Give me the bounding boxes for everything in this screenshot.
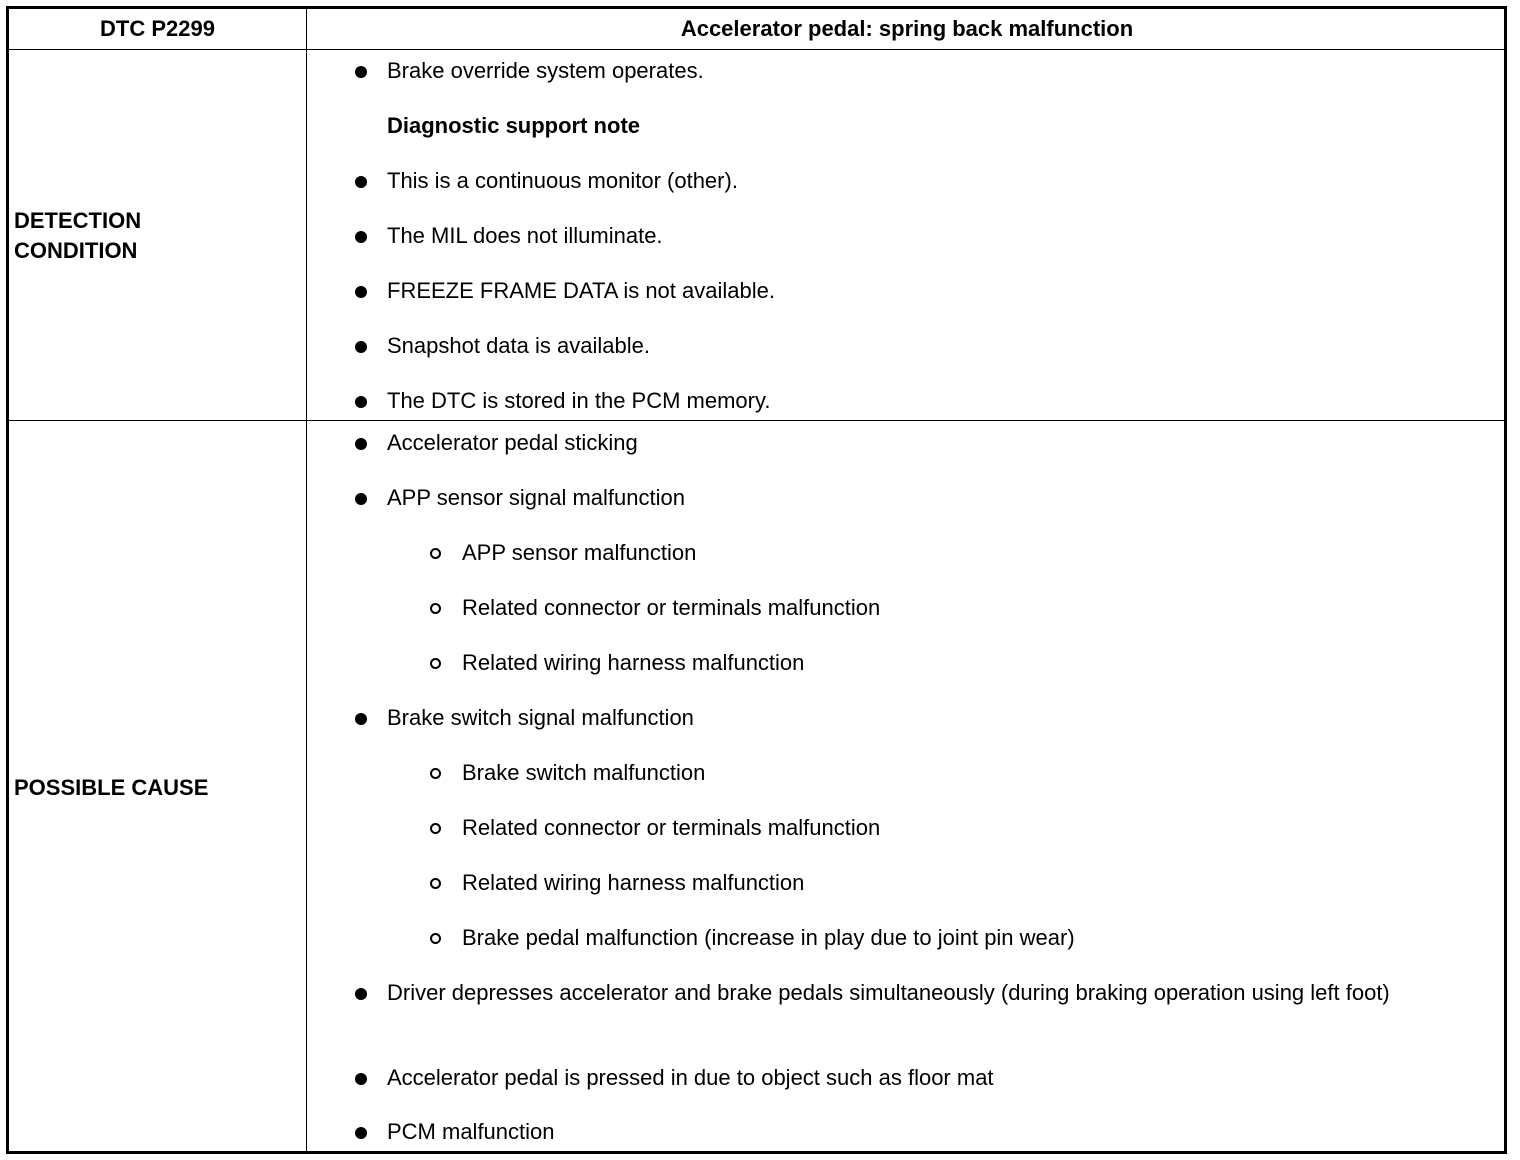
circle-bullet-icon (430, 548, 441, 559)
list-item-text: FREEZE FRAME DATA is not available. (387, 278, 775, 303)
list-item (387, 483, 685, 513)
bullet-icon (355, 1127, 367, 1139)
list-item-text: This is a continuous monitor (other). (387, 168, 738, 193)
bullet-icon (355, 341, 367, 353)
list-item (387, 703, 694, 733)
list-item-text: Related wiring harness malfunction (462, 870, 805, 895)
bullet-icon (355, 713, 367, 725)
list-item-text: Brake switch signal malfunction (387, 705, 694, 730)
list-item-text: The MIL does not illuminate. (387, 223, 663, 248)
header-row-divider (9, 49, 1504, 50)
list-item-text: APP sensor signal malfunction (387, 485, 685, 510)
detection-condition-label-line2: CONDITION (14, 238, 138, 263)
list-item (387, 386, 770, 416)
bullet-icon (355, 438, 367, 450)
list-item-text: The DTC is stored in the PCM memory. (387, 388, 771, 413)
list-item (387, 331, 650, 361)
bullet-icon (355, 1073, 367, 1085)
section-row-divider (9, 420, 1504, 421)
list-item-text: Brake pedal malfunction (increase in play due to joint pin wear) (462, 925, 1075, 950)
bullet-icon (355, 988, 367, 1000)
bullet-icon (355, 493, 367, 505)
dtc-table (6, 6, 1507, 1154)
circle-bullet-icon (430, 768, 441, 779)
list-item (387, 1117, 555, 1147)
list-item-text: Accelerator pedal sticking (387, 430, 638, 455)
possible-cause-label: POSSIBLE CAUSE (14, 775, 209, 800)
list-item (387, 276, 775, 306)
bullet-icon (355, 176, 367, 188)
sub-list-item (462, 923, 1075, 953)
circle-bullet-icon (430, 878, 441, 889)
dtc-code: DTC P2299 (100, 16, 215, 41)
list-item-text: Snapshot data is available. (387, 333, 650, 358)
list-item (387, 1063, 994, 1093)
sub-list-item (462, 813, 880, 843)
list-item (387, 166, 738, 196)
list-item (387, 221, 663, 251)
list-item-text: Related wiring harness malfunction (462, 650, 805, 675)
sub-list-item (462, 868, 804, 898)
list-item (387, 978, 1482, 1008)
list-item-text: Driver depresses accelerator and brake pedals simultaneously (during braking operation using left foot) (387, 980, 1390, 1005)
sub-list-item (462, 593, 880, 623)
dtc-title: Accelerator pedal: spring back malfunction (680, 16, 1134, 41)
list-item (387, 428, 638, 458)
list-item-text: Related connector or terminals malfunction (462, 595, 881, 620)
sub-list-item (462, 648, 804, 678)
circle-bullet-icon (430, 823, 441, 834)
list-item-text: Accelerator pedal is pressed in due to object such as floor mat (387, 1065, 994, 1090)
diagnostic-support-note-heading (387, 111, 640, 141)
bullet-icon (355, 286, 367, 298)
list-item-text: Brake switch malfunction (462, 760, 706, 785)
sub-list-item (462, 758, 705, 788)
circle-bullet-icon (430, 603, 441, 614)
bullet-icon (355, 66, 367, 78)
list-item-text: Diagnostic support note (387, 113, 640, 138)
bullet-icon (355, 396, 367, 408)
detection-condition-label-line1: DETECTION (14, 208, 142, 233)
list-item-text: Related connector or terminals malfunction (462, 815, 881, 840)
list-item-text: APP sensor malfunction (462, 540, 697, 565)
circle-bullet-icon (430, 933, 441, 944)
list-item (387, 56, 704, 86)
column-divider (306, 9, 307, 1151)
sub-list-item (462, 538, 696, 568)
bullet-icon (355, 231, 367, 243)
list-item-text: Brake override system operates. (387, 58, 704, 83)
circle-bullet-icon (430, 658, 441, 669)
list-item-text: PCM malfunction (387, 1119, 555, 1144)
